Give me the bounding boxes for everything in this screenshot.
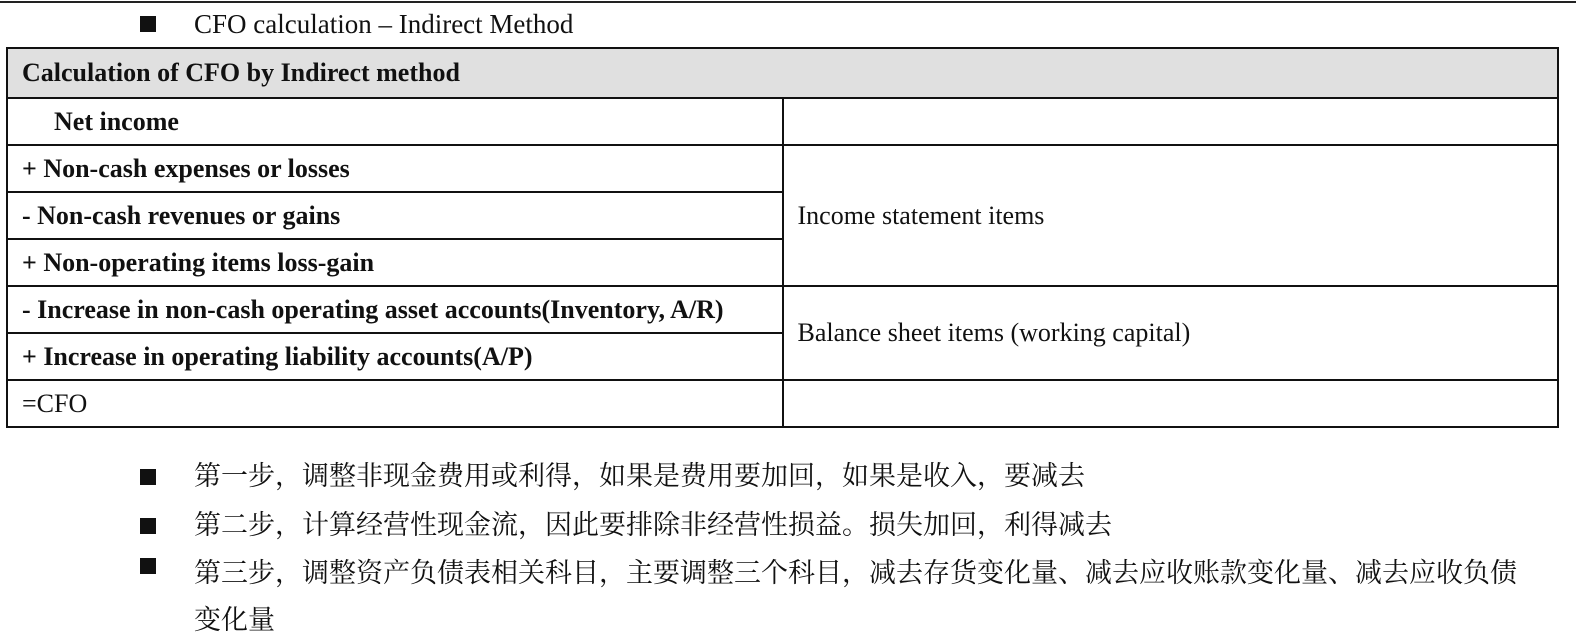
table-title-row <box>7 48 1558 98</box>
square-bullet-icon <box>140 518 156 534</box>
section-heading-text: CFO calculation – Indirect Method <box>194 9 574 39</box>
table-title: Calculation of CFO by Indirect method <box>7 48 1558 98</box>
cfo-table <box>6 47 1559 428</box>
income-statement-group-label: Income statement items <box>783 145 1559 286</box>
table-row <box>7 145 1558 192</box>
table-row <box>7 380 1558 427</box>
top-rule <box>0 1 1576 3</box>
note-text: 第二步，计算经营性现金流，因此要排除非经营性损益。损失加回，利得减去 <box>194 510 1112 540</box>
cfo-result-cell: =CFO <box>7 380 783 427</box>
non-cash-expenses-cell: + Non-cash expenses or losses <box>7 145 783 192</box>
empty-cell <box>783 380 1559 427</box>
note-item-2 <box>140 502 1524 549</box>
table-row <box>7 98 1558 145</box>
square-bullet-icon <box>140 558 156 574</box>
table-row <box>7 286 1558 333</box>
note-item-3 <box>140 550 1524 644</box>
net-income-cell: Net income <box>7 98 783 145</box>
increase-liability-accounts-cell: + Increase in operating liability accounts(A/P) <box>7 333 783 380</box>
note-text: 第三步，调整资产负债表相关科目，主要调整三个科目，减去存货变化量、减去应收账款变化量、减去应收负债变化量 <box>194 558 1517 635</box>
non-cash-revenues-cell: - Non-cash revenues or gains <box>7 192 783 239</box>
square-bullet-icon <box>140 469 156 485</box>
increase-asset-accounts-cell: - Increase in non-cash operating asset accounts(Inventory, A/R) <box>7 286 783 333</box>
note-item-1 <box>140 453 1524 500</box>
section-heading <box>140 8 573 40</box>
balance-sheet-group-label: Balance sheet items (working capital) <box>783 286 1559 380</box>
empty-cell <box>783 98 1559 145</box>
note-text: 第一步，调整非现金费用或利得，如果是费用要加回，如果是收入，要减去 <box>194 461 1085 491</box>
non-operating-items-cell: + Non-operating items loss-gain <box>7 239 783 286</box>
square-bullet-icon <box>140 16 156 32</box>
